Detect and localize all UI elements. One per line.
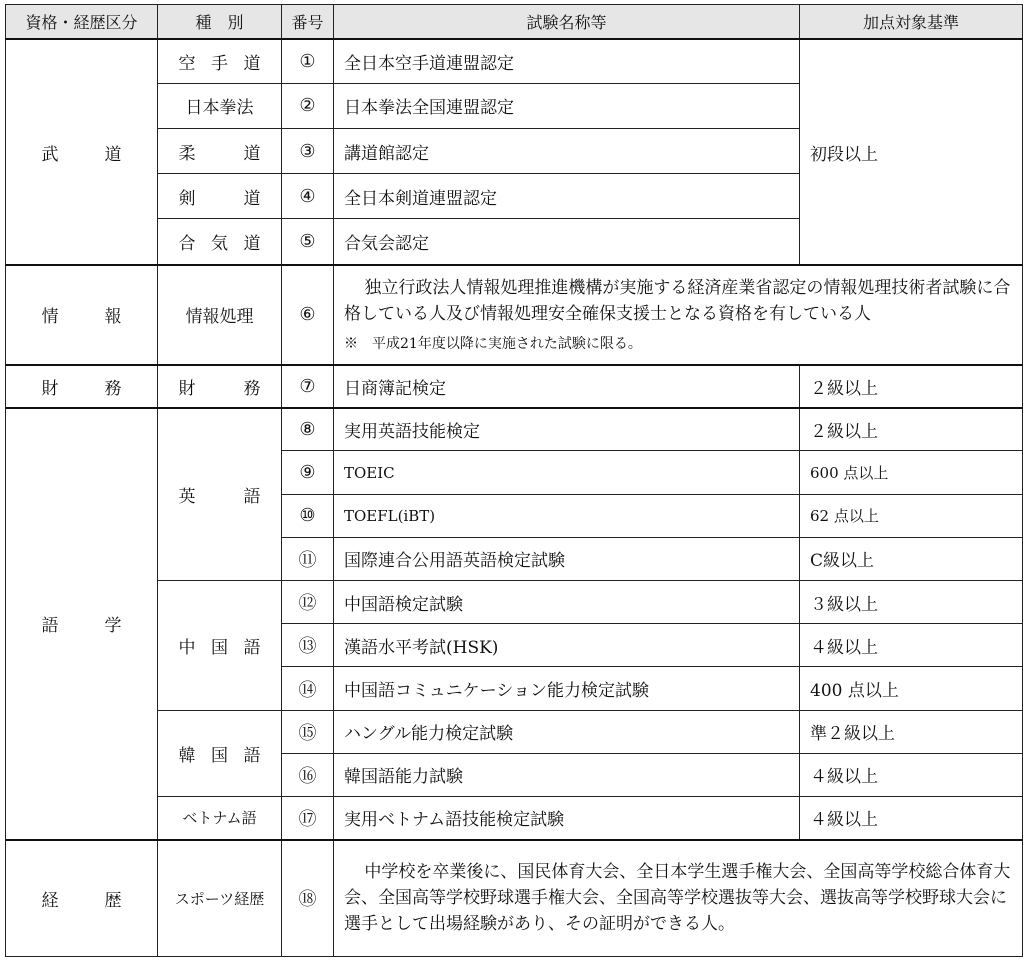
category-budo: 武 道 bbox=[6, 39, 158, 265]
criteria-budo: 初段以上 bbox=[800, 39, 1023, 265]
info-description bbox=[334, 265, 1023, 364]
exam-name: TOEFL(iBT) bbox=[334, 494, 800, 537]
exam-name: TOEIC bbox=[334, 451, 800, 494]
exam-name: 実用英語技能検定 bbox=[334, 408, 800, 451]
row-number: ⑨ bbox=[282, 451, 334, 494]
table-row bbox=[6, 39, 1023, 83]
row-number: ⑤ bbox=[282, 219, 334, 265]
row-number: ⑩ bbox=[282, 494, 334, 537]
row-number: ⑫ bbox=[282, 581, 334, 624]
exam-name: 韓国語能力試験 bbox=[334, 753, 800, 796]
exam-name: 日本拳法全国連盟認定 bbox=[334, 83, 800, 128]
category-keireki: 経 歴 bbox=[6, 840, 158, 957]
type-karate: 空 手 道 bbox=[158, 39, 282, 83]
table-row bbox=[6, 265, 1023, 364]
criteria: ４級以上 bbox=[800, 753, 1023, 796]
exam-name: 国際連合公用語英語検定試験 bbox=[334, 537, 800, 580]
criteria: ３級以上 bbox=[800, 581, 1023, 624]
info-note: ※ 平成21年度以降に実施された試験に限る。 bbox=[344, 335, 642, 352]
exam-name: 漢語水平考試(HSK) bbox=[334, 624, 800, 667]
exam-name: ハングル能力検定試験 bbox=[334, 710, 800, 753]
exam-name: 日商簿記検定 bbox=[334, 365, 800, 408]
criteria: ２級以上 bbox=[800, 408, 1023, 451]
exam-name: 中国語コミュニケーション能力検定試験 bbox=[334, 667, 800, 710]
row-number: ⑭ bbox=[282, 667, 334, 710]
row-number: ③ bbox=[282, 128, 334, 173]
criteria: 準２級以上 bbox=[800, 710, 1023, 753]
row-number: ⑧ bbox=[282, 408, 334, 451]
type-sports-career: スポーツ経歴 bbox=[158, 840, 282, 957]
header-row bbox=[6, 5, 1023, 40]
criteria: 400 点以上 bbox=[800, 667, 1023, 710]
table-row bbox=[6, 710, 1023, 753]
row-number: ⑱ bbox=[282, 840, 334, 957]
exam-name: 講道館認定 bbox=[334, 128, 800, 173]
header-exam: 試験名称等 bbox=[334, 5, 800, 40]
table-row bbox=[6, 840, 1023, 957]
row-number: ② bbox=[282, 83, 334, 128]
row-number: ⑪ bbox=[282, 537, 334, 580]
header-number: 番号 bbox=[282, 5, 334, 40]
category-gogaku: 語 学 bbox=[6, 408, 158, 840]
row-number: ⑥ bbox=[282, 265, 334, 364]
row-number: ⑮ bbox=[282, 710, 334, 753]
criteria: ４級以上 bbox=[800, 797, 1023, 840]
table-row bbox=[6, 408, 1023, 451]
criteria: 62 点以上 bbox=[800, 494, 1023, 537]
row-number: ⑬ bbox=[282, 624, 334, 667]
table-row bbox=[6, 797, 1023, 840]
type-vietnamese: ベトナム語 bbox=[158, 797, 282, 840]
type-korean: 韓 国 語 bbox=[158, 710, 282, 796]
info-text: 独立行政法人情報処理推進機構が実施する経済産業省認定の情報処理技術者試験に合格している人及び情報処理安全確保支援士となる資格を有している人 bbox=[344, 277, 1011, 324]
table-row bbox=[6, 365, 1023, 408]
criteria: 600 点以上 bbox=[800, 451, 1023, 494]
criteria: ２級以上 bbox=[800, 365, 1023, 408]
row-number: ⑰ bbox=[282, 797, 334, 840]
criteria: C級以上 bbox=[800, 537, 1023, 580]
sports-text: 中学校を卒業後に、国民体育大会、全日本学生選手権大会、全国高等学校総合体育大会、全国高等学校野球選手権大会、全国高等学校選抜等大会、選抜高等学校野球大会に選手として出場経験があり、その証明ができる人。 bbox=[344, 862, 1011, 935]
type-chinese: 中 国 語 bbox=[158, 581, 282, 711]
type-aikido: 合 気 道 bbox=[158, 219, 282, 265]
type-zaimu: 財 務 bbox=[158, 365, 282, 408]
type-english: 英 語 bbox=[158, 408, 282, 581]
qualification-table bbox=[5, 4, 1023, 957]
row-number: ⑯ bbox=[282, 753, 334, 796]
type-kendo: 剣 道 bbox=[158, 174, 282, 219]
header-category: 資格・経歴区分 bbox=[6, 5, 158, 40]
category-zaimu: 財 務 bbox=[6, 365, 158, 408]
header-type: 種 別 bbox=[158, 5, 282, 40]
row-number: ④ bbox=[282, 174, 334, 219]
exam-name: 合気会認定 bbox=[334, 219, 800, 265]
category-joho: 情 報 bbox=[6, 265, 158, 364]
row-number: ⑦ bbox=[282, 365, 334, 408]
type-info-processing: 情報処理 bbox=[158, 265, 282, 364]
type-nihon-kenpo: 日本拳法 bbox=[158, 83, 282, 128]
type-judo: 柔 道 bbox=[158, 128, 282, 173]
table-row bbox=[6, 581, 1023, 624]
row-number: ① bbox=[282, 39, 334, 83]
exam-name: 実用ベトナム語技能検定試験 bbox=[334, 797, 800, 840]
exam-name: 全日本空手道連盟認定 bbox=[334, 39, 800, 83]
sports-description bbox=[334, 840, 1023, 957]
criteria: ４級以上 bbox=[800, 624, 1023, 667]
exam-name: 全日本剣道連盟認定 bbox=[334, 174, 800, 219]
header-criteria: 加点対象基準 bbox=[800, 5, 1023, 40]
exam-name: 中国語検定試験 bbox=[334, 581, 800, 624]
